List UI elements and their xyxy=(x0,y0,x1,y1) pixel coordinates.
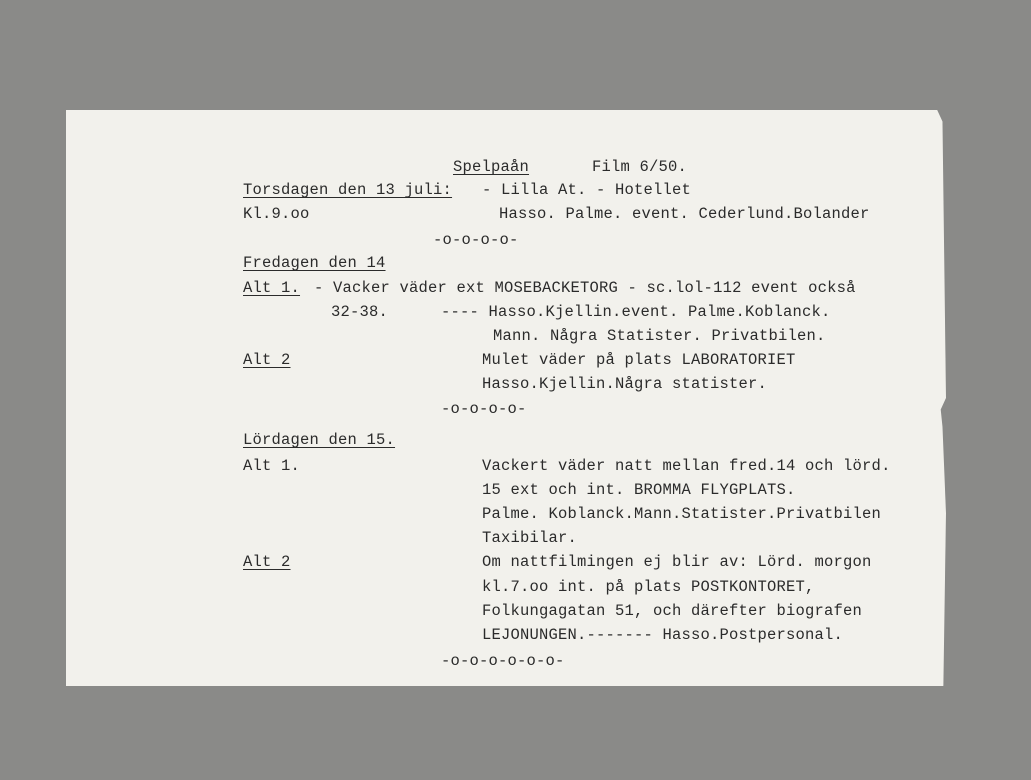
saturday-alt1-line4: Taxibilar. xyxy=(482,529,578,547)
saturday-alt2-line4: LEJONUNGEN.------- Hasso.Postpersonal. xyxy=(482,626,844,644)
saturday-alt1-line1: Vackert väder natt mellan fred.14 och lörd. xyxy=(482,457,891,475)
thursday-heading: Torsdagen den 13 juli: xyxy=(243,181,453,199)
saturday-alt2-line3: Folkungagatan 51, och därefter biografen xyxy=(482,602,863,620)
friday-alt1-cast2: Mann. Några Statister. Privatbilen. xyxy=(493,327,826,345)
saturday-alt2-label: Alt 2 xyxy=(243,553,291,571)
saturday-alt2-line2: kl.7.oo int. på plats POSTKONTORET, xyxy=(482,578,815,596)
friday-alt1-scenes: 32-38. xyxy=(331,303,389,321)
thursday-location: - Lilla At. - Hotellet xyxy=(482,181,692,199)
separator-3: -o-o-o-o-o-o- xyxy=(441,652,565,670)
document-title: Spelpaån xyxy=(453,158,530,176)
friday-alt1-cast: ---- Hasso.Kjellin.event. Palme.Koblanck. xyxy=(441,303,831,321)
saturday-alt1-line3: Palme. Koblanck.Mann.Statister.Privatbilen xyxy=(482,505,882,523)
friday-alt2-cast: Hasso.Kjellin.Några statister. xyxy=(482,375,768,393)
thursday-time: Kl.9.oo xyxy=(243,205,310,223)
separator-2: -o-o-o-o- xyxy=(441,400,527,418)
friday-alt2-label: Alt 2 xyxy=(243,351,291,369)
saturday-alt1-label: Alt 1. xyxy=(243,457,301,475)
friday-alt1-text: - Vacker väder ext MOSEBACKETORG - sc.lol-112 event också xyxy=(314,279,856,297)
friday-heading: Fredagen den 14 xyxy=(243,254,386,272)
separator-1: -o-o-o-o- xyxy=(433,231,519,249)
saturday-heading: Lördagen den 15. xyxy=(243,431,396,449)
friday-alt2-text: Mulet väder på plats LABORATORIET xyxy=(482,351,796,369)
saturday-alt2-line1: Om nattfilmingen ej blir av: Lörd. morgon xyxy=(482,553,872,571)
thursday-cast: Hasso. Palme. event. Cederlund.Bolander xyxy=(499,205,870,223)
film-number: Film 6/50. xyxy=(592,158,688,176)
friday-alt1-label: Alt 1. xyxy=(243,279,301,297)
saturday-alt1-line2: 15 ext och int. BROMMA FLYGPLATS. xyxy=(482,481,796,499)
